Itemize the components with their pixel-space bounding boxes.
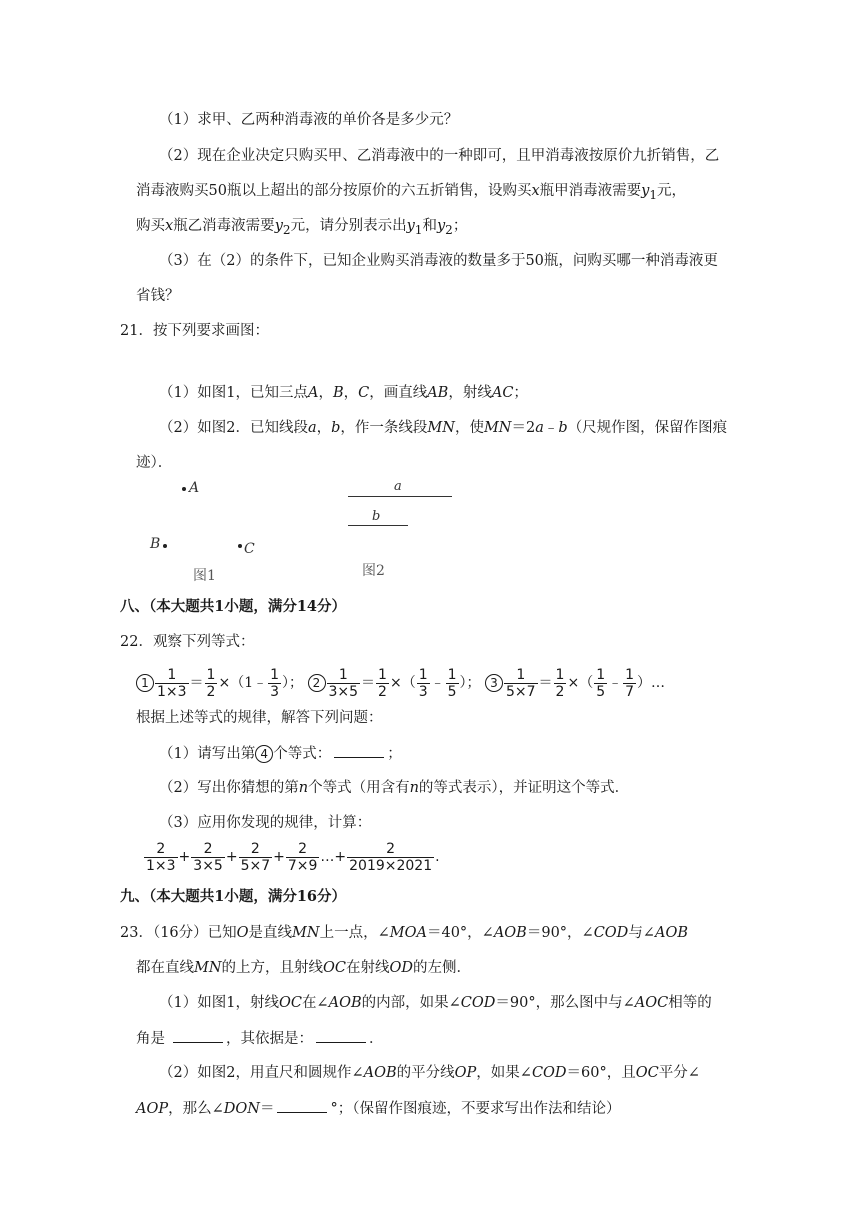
q22-rule-text: 根据上述等式的规律，解答下列问题： — [136, 710, 383, 726]
q22-part1-blank[interactable] — [334, 743, 384, 758]
q23-part1-line1: （1）如图1，射线OC在∠AOB的内部，如果∠COD＝90°，那么图中与∠AOC相等的 — [159, 995, 712, 1011]
point-b-dot — [163, 544, 167, 548]
q22-equations: 1 $\frac{1}{1\times 3}$ ＝ $\frac{1}{2}$ ×（1﹣ $\frac{1}{3}$ ）； 2 $\frac{1}{3\times 5}$ ＝ $\frac{1}{2}$ ×（ $\frac{1}{3}$ ﹣ $\frac{1}{5}$ ）； 3 $\frac{1}{5\times 7}$ ＝ $\frac{1}{2}$ ×（ $\frac{1}{5}$ ﹣ $\frac{1}{7}$ ）… — [136, 664, 665, 702]
point-a-label: A — [189, 480, 200, 496]
point-b-label: B — [150, 536, 161, 552]
q21-part1: （1）如图1，已知三点A，B，C，画直线AB，射线AC； — [159, 385, 528, 401]
q22-sum-expression: $\frac{2}{1\times 3}$ + $\frac{2}{3\times 5}$ + $\frac{2}{5\times 7}$ + $\frac{2}{7\times 9}$ …+ $\frac{2}{2019\times 2021}$ . — [146, 840, 440, 874]
segment-b — [348, 525, 408, 526]
q22-part2: （2）写出你猜想的第n个等式（用含有n的等式表示），并证明这个等式． — [159, 780, 630, 796]
q23-line2: 都在直线MN的上方，且射线OC在射线OD的左侧． — [136, 960, 472, 976]
q21-part2-line1: （2）如图2．已知线段a，b，作一条线段MN，使MN＝2a﹣b（尺规作图，保留作图痕 — [159, 420, 728, 436]
q20-part2-line3: 购买x瓶乙消毒液需要$y_2$元，请分别表示出$y_1$和$y_2$； — [136, 218, 468, 237]
q21-part2-line2: 迹）． — [136, 455, 173, 471]
figure-2-caption: 图2 — [362, 563, 385, 579]
q22-part3: （3）应用你发现的规律，计算： — [159, 815, 372, 831]
q23-part1-blank-1[interactable] — [173, 1028, 223, 1043]
q23-part1-blank-2[interactable] — [316, 1028, 366, 1043]
section-9-heading: 九、（本大题共1小题，满分16分） — [120, 888, 347, 905]
q22-title: 22．观察下列等式： — [120, 634, 255, 650]
q23-part2-line1: （2）如图2，用直尺和圆规作∠AOB的平分线OP，如果∠COD＝60°，且OC平分∠ — [159, 1065, 700, 1081]
segment-a-label: a — [394, 479, 402, 494]
point-a-dot — [182, 487, 186, 491]
q20-part3-line2: 省钱？ — [136, 288, 180, 304]
q23-part1-line2: 角是 ，其依据是： ． — [136, 1028, 384, 1049]
q20-part3-line1: （3）在（2）的条件下，已知企业购买消毒液的数量多于50瓶，问购买哪一种消毒液更 — [159, 253, 718, 269]
q23-part2-blank[interactable] — [277, 1098, 327, 1113]
q21-title: 21．按下列要求画图： — [120, 323, 269, 339]
figure-1-caption: 图1 — [193, 568, 216, 584]
point-c-label: C — [244, 541, 255, 557]
q23-part2-line2: AOP，那么∠DON＝ °；（保留作图痕迹，不要求写出作法和结论） — [136, 1098, 620, 1119]
segment-a — [348, 496, 452, 497]
segment-b-label: b — [372, 509, 381, 524]
q20-part2-line2: 消毒液购买50瓶以上超出的部分按原价的六五折销售，设购买x瓶甲消毒液需要$y_1$元， — [136, 183, 687, 202]
point-c-dot — [238, 544, 242, 548]
q22-part1: （1）请写出第 4 个等式： ； — [159, 743, 402, 764]
q20-part2-line1: （2）现在企业决定只购买甲、乙消毒液中的一种即可，且甲消毒液按原价九折销售，乙 — [159, 148, 720, 164]
section-8-heading: 八、（本大题共1小题，满分14分） — [120, 598, 347, 615]
q20-part1: （1）求甲、乙两种消毒液的单价各是多少元？ — [159, 112, 459, 128]
q23-line1: 23．（16分）已知O是直线MN上一点，∠MOA＝40°，∠AOB＝90°，∠COD与∠AOB — [120, 925, 688, 941]
